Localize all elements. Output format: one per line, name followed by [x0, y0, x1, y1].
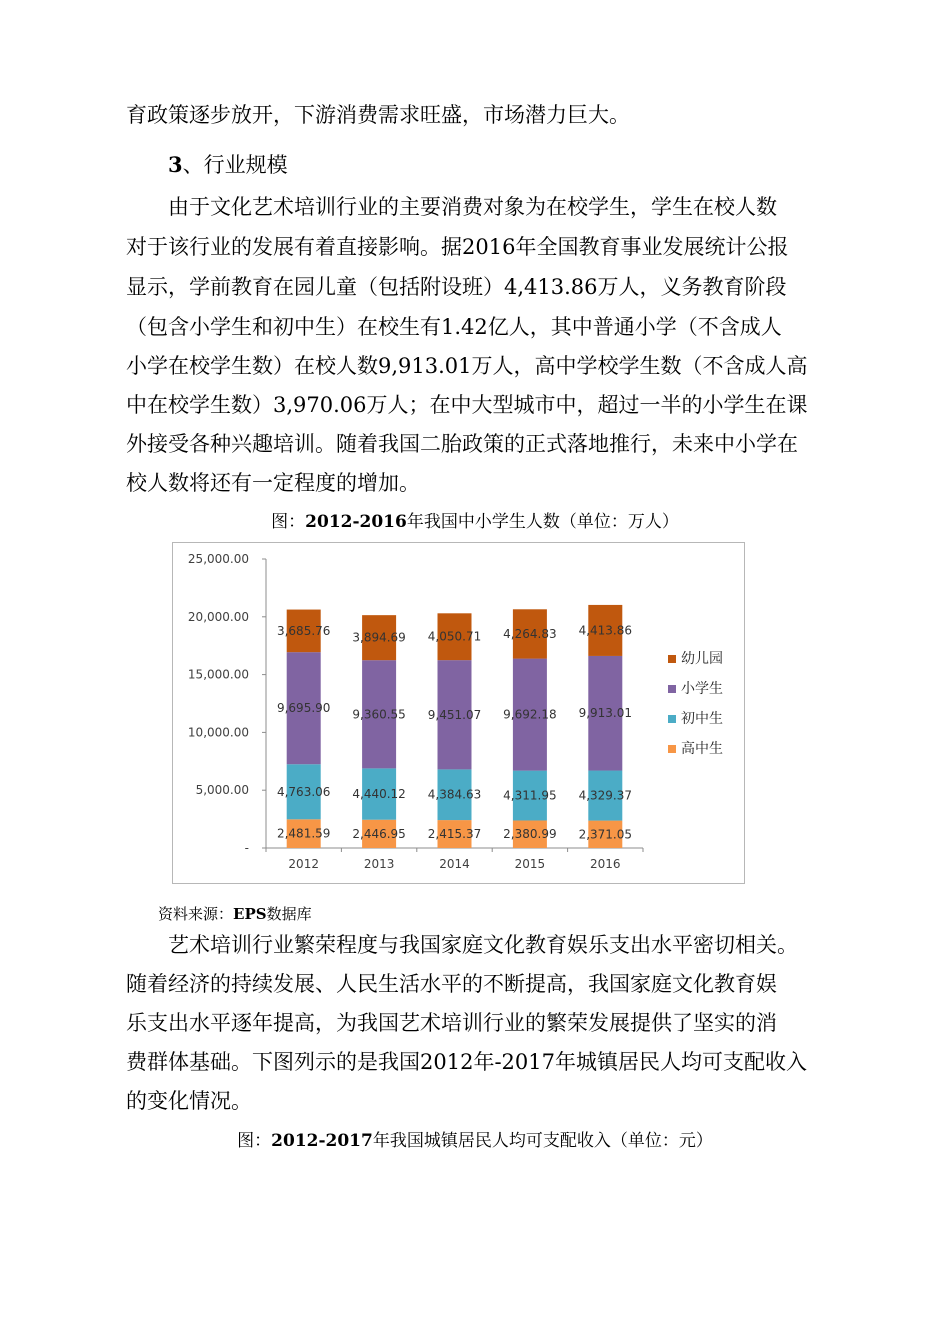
data-label: 4,311.95 [503, 788, 557, 803]
paragraph-line: 由于文化艺术培训行业的主要消费对象为在校学生，学生在校人数 [168, 195, 777, 219]
legend-label: 幼儿园 [681, 651, 723, 667]
x-tick-label: 2013 [363, 857, 395, 871]
heading-text: 、行业规模 [182, 153, 288, 177]
data-label: 9,451.07 [427, 707, 482, 722]
caption-text: 年我国中小学生人数（单位：万人） [406, 512, 679, 532]
data-label: 2,415.37 [427, 827, 482, 842]
data-label: 9,692.18 [503, 707, 557, 722]
data-label: 4,384.63 [427, 787, 482, 802]
data-label: 2,481.59 [276, 826, 331, 841]
chart-container [172, 542, 745, 884]
x-tick-label: 2014 [439, 857, 470, 871]
caption-years: 2012-2016 [305, 512, 407, 532]
section-heading [168, 146, 288, 184]
data-label: 4,413.86 [578, 623, 633, 638]
data-label: 4,763.06 [276, 784, 331, 799]
data-label: 4,440.12 [352, 787, 406, 802]
data-label: 9,913.01 [578, 706, 633, 721]
y-tick-label: 10,000.00 [187, 725, 249, 740]
x-tick-label: 2015 [514, 857, 546, 871]
source-note [158, 903, 312, 924]
caption-prefix: 图： [237, 1131, 272, 1151]
x-tick-label: 2016 [590, 857, 621, 871]
source-text: 数据库 [266, 905, 312, 923]
y-tick-label: 25,000.00 [187, 552, 249, 566]
source-prefix: 资料来源： [158, 905, 234, 923]
data-label: 9,360.55 [352, 707, 406, 722]
data-label: 2,380.99 [503, 827, 557, 842]
y-tick-label: 15,000.00 [187, 667, 249, 682]
paragraph-line: 外接受各种兴趣培训。随着我国二胎政策的正式落地推行，未来中小学在 [126, 432, 798, 456]
data-label: 2,446.95 [352, 826, 406, 841]
legend-label: 初中生 [681, 711, 723, 727]
data-label: 4,050.71 [427, 629, 482, 644]
caption-prefix: 图： [271, 512, 306, 532]
paragraph-line: 育政策逐步放开，下游消费需求旺盛，市场潜力巨大。 [126, 103, 630, 127]
y-tick-label: 20,000.00 [187, 609, 249, 624]
stacked-bar-chart [173, 543, 744, 883]
y-tick-label: 5,000.00 [195, 783, 249, 798]
figure-caption [0, 507, 950, 532]
paragraph-line: 乐支出水平逐年提高，为我国艺术培训行业的繁荣发展提供了坚实的消 [126, 1011, 777, 1035]
legend-swatch [668, 655, 676, 663]
paragraph-line: 艺术培训行业繁荣程度与我国家庭文化教育娱乐支出水平密切相关。 [168, 933, 798, 957]
data-label: 2,371.05 [578, 827, 633, 842]
data-label: 3,894.69 [352, 630, 406, 645]
figure-caption-2 [0, 1126, 950, 1151]
paragraph-line: 的变化情况。 [126, 1089, 252, 1113]
legend-swatch [668, 745, 676, 753]
paragraph-line: 小学在校学生数）在校人数9,913.01万人，高中学校学生数（不含成人高 [126, 354, 808, 378]
paragraph-line: 显示，学前教育在园儿童（包括附设班）4,413.86万人，义务教育阶段 [126, 275, 787, 299]
data-label: 4,329.37 [578, 788, 633, 803]
source-db: EPS [233, 905, 267, 923]
legend-label: 小学生 [681, 681, 723, 697]
caption-years: 2012-2017 [271, 1131, 373, 1151]
paragraph-line: 费群体基础。下图列示的是我国2012年-2017年城镇居民人均可支配收入 [126, 1050, 807, 1074]
caption-text: 年我国城镇居民人均可支配收入（单位：元） [372, 1131, 713, 1151]
y-tick-label: - [244, 841, 249, 855]
data-label: 3,685.76 [276, 623, 331, 638]
paragraph-line: 中在校学生数）3,970.06万人；在中大型城市中，超过一半的小学生在课 [126, 393, 808, 417]
heading-number: 3 [168, 152, 183, 177]
paragraph-line: （包含小学生和初中生）在校生有1.42亿人，其中普通小学（不含成人 [126, 315, 782, 339]
paragraph-line: 校人数将还有一定程度的增加。 [126, 471, 420, 495]
legend-swatch [668, 715, 676, 723]
paragraph-line: 随着经济的持续发展、人民生活水平的不断提高，我国家庭文化教育娱 [126, 972, 777, 996]
data-label: 9,695.90 [276, 701, 331, 716]
data-label: 4,264.83 [503, 626, 557, 641]
x-tick-label: 2012 [288, 857, 319, 871]
paragraph-line: 对于该行业的发展有着直接影响。据2016年全国教育事业发展统计公报 [126, 235, 789, 259]
legend-label: 高中生 [681, 741, 723, 757]
legend-swatch [668, 685, 676, 693]
